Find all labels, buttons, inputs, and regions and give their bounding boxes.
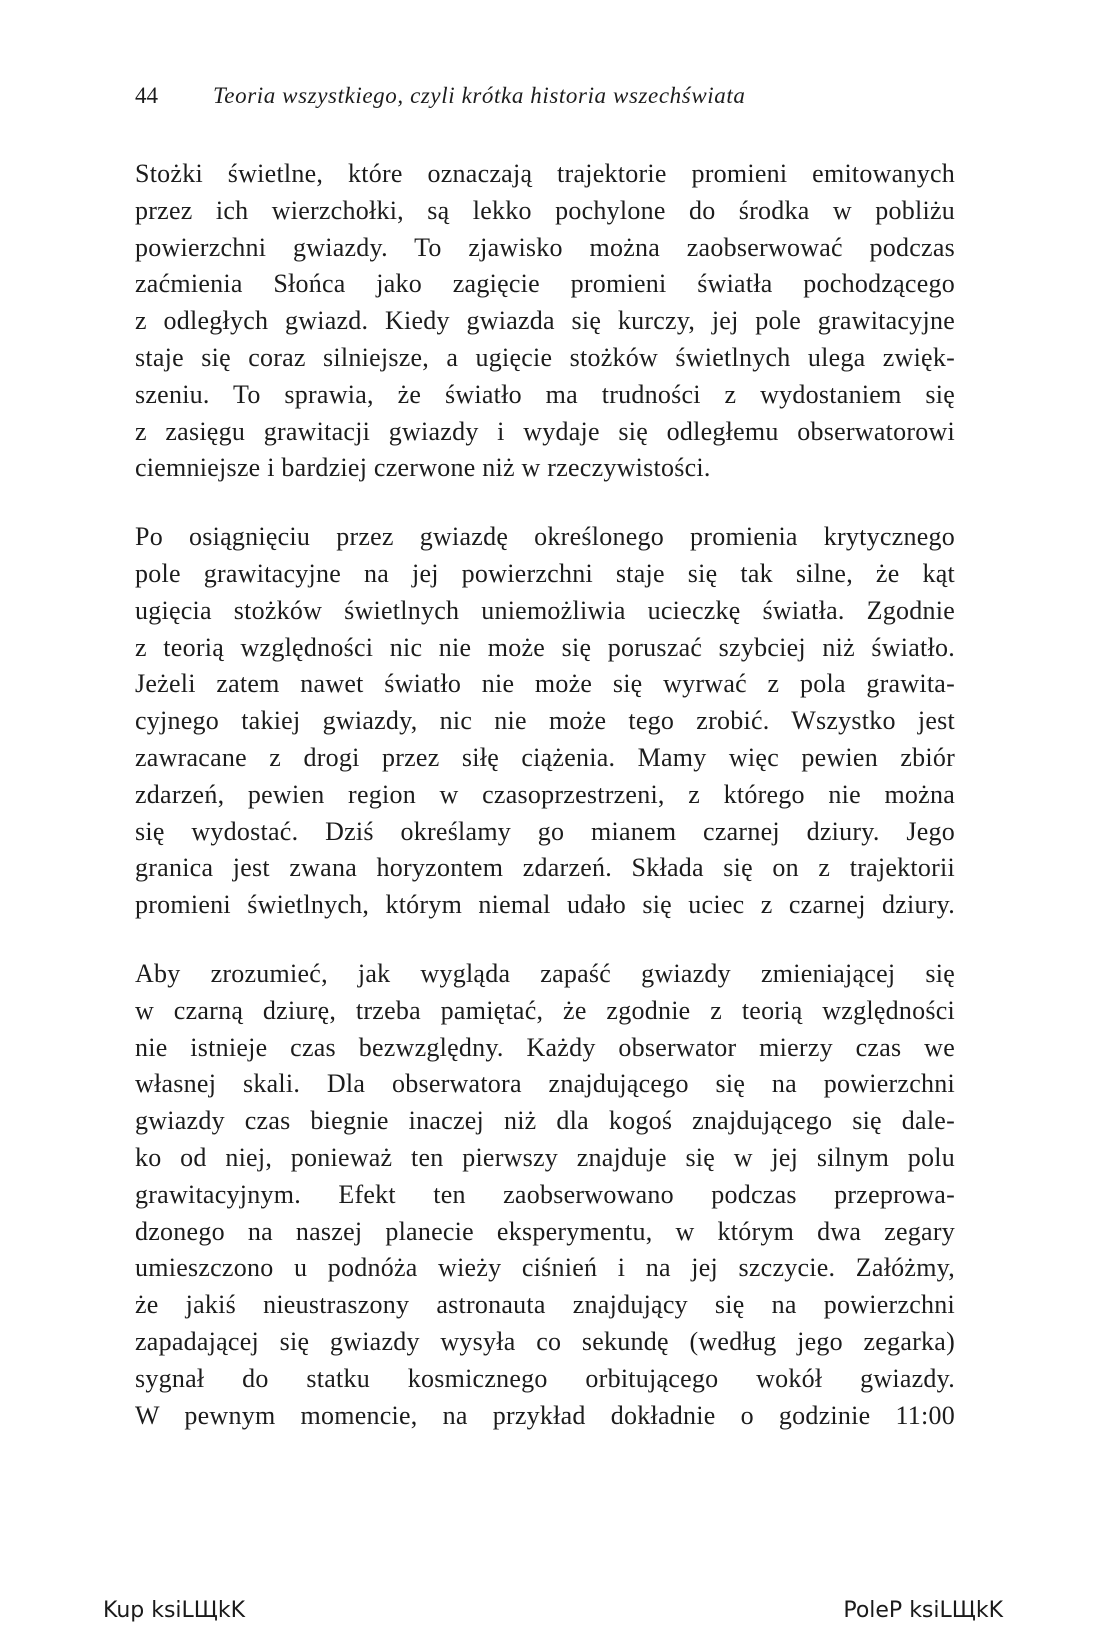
text-line: zapadającej się gwiazdy wysyła co sekundę (według jego zegarka) [135,1326,955,1356]
text-line: Po osiągnięciu przez gwiazdę określonego promienia krytycznego [135,522,955,552]
text-line: zdarzeń, pewien region w czasoprzestrzeni, z którego nie można [135,779,955,809]
text-line: Jeżeli zatem nawet światło nie może się wyrwać z pola grawita- [135,669,955,699]
recommend-book-link[interactable]: PoleP ksiLЩkK [843,1598,1003,1623]
text-line: ciemniejsze i bardziej czerwone niż w rzeczywistości. [135,453,711,483]
text-line: zaćmienia Słońca jako zagięcie promieni światła pochodzącego [135,269,955,299]
text-line: szeniu. To sprawia, że światło ma trudności z wydostaniem się [135,379,955,409]
text-line: Aby zrozumieć, jak wygląda zapaść gwiazdy zmieniającej się [135,958,955,988]
text-line: gwiazdy czas biegnie inaczej niż dla kogoś znajdującego się dale- [135,1106,955,1136]
text-line: staje się coraz silniejsze, a ugięcie stożków świetlnych ulega zwięk- [135,342,955,372]
text-line: sygnał do statku kosmicznego orbitującego wokół gwiazdy. [135,1363,955,1393]
text-line: Stożki świetlne, które oznaczają trajektorie promieni emitowanych [135,159,955,188]
text-line: nie istnieje czas bezwzględny. Każdy obserwator mierzy czas we [135,1032,955,1062]
text-line: w czarną dziurę, trzeba pamiętać, że zgodnie z teorią względności [135,995,955,1025]
text-line: przez ich wierzchołki, są lekko pochylone do środka w pobliżu [135,195,955,225]
text-line: dzonego na naszej planecie eksperymentu, w którym dwa zegary [135,1216,955,1246]
text-line: z teorią względności nic nie może się poruszać szybciej niż światło. [135,632,955,662]
paragraph-2 [135,519,955,924]
running-header [135,78,955,114]
text-line: z zasięgu grawitacji gwiazdy i wydaje się odległemu obserwatorowi [135,416,955,446]
text-line: cyjnego takiej gwiazdy, nic nie może tego zrobić. Wszystko jest [135,706,955,736]
text-line: pole grawitacyjne na jej powierzchni staje się tak silne, że kąt [135,558,955,588]
text-line: W pewnym momencie, na przykład dokładnie o godzinie 11:00 [135,1400,955,1430]
text-line: zawracane z drogi przez siłę ciążenia. Mamy więc pewien zbiór [135,742,955,772]
text-line: umieszczono u podnóża wieży ciśnień i na jej szczycie. Załóżmy, [135,1253,955,1283]
text-line: promieni świetlnych, którym niemal udało się uciec z czarnej dziury. [135,890,955,920]
text-line: ugięcia stożków świetlnych uniemożliwia ucieczkę światła. Zgodnie [135,595,955,625]
text-line: ko od niej, ponieważ ten pierwszy znajduje się w jej silnym polu [135,1142,955,1172]
running-title: Teoria wszystkiego, czyli krótka historia wszechświata [213,83,746,108]
text-line: że jakiś nieustraszony astronauta znajdujący się na powierzchni [135,1290,955,1320]
text-line: z odległych gwiazd. Kiedy gwiazda się kurczy, jej pole grawitacyjne [135,306,955,336]
paragraph-3 [135,956,955,1434]
text-line: się wydostać. Dziś określamy go mianem czarnej dziury. Jego [135,816,955,846]
page-number: 44 [135,83,158,108]
buy-book-link[interactable]: Kup ksiLЩkK [103,1598,246,1623]
body-text [135,156,955,1466]
paragraph-1 [135,156,955,487]
text-line: własnej skali. Dla obserwatora znajdującego się na powierzchni [135,1069,955,1099]
text-line: grawitacyjnym. Efekt ten zaobserwowano podczas przeprowa- [135,1179,955,1209]
text-line: powierzchni gwiazdy. To zjawisko można zaobserwować podczas [135,232,955,262]
text-line: granica jest zwana horyzontem zdarzeń. Składa się on z trajektorii [135,853,955,883]
